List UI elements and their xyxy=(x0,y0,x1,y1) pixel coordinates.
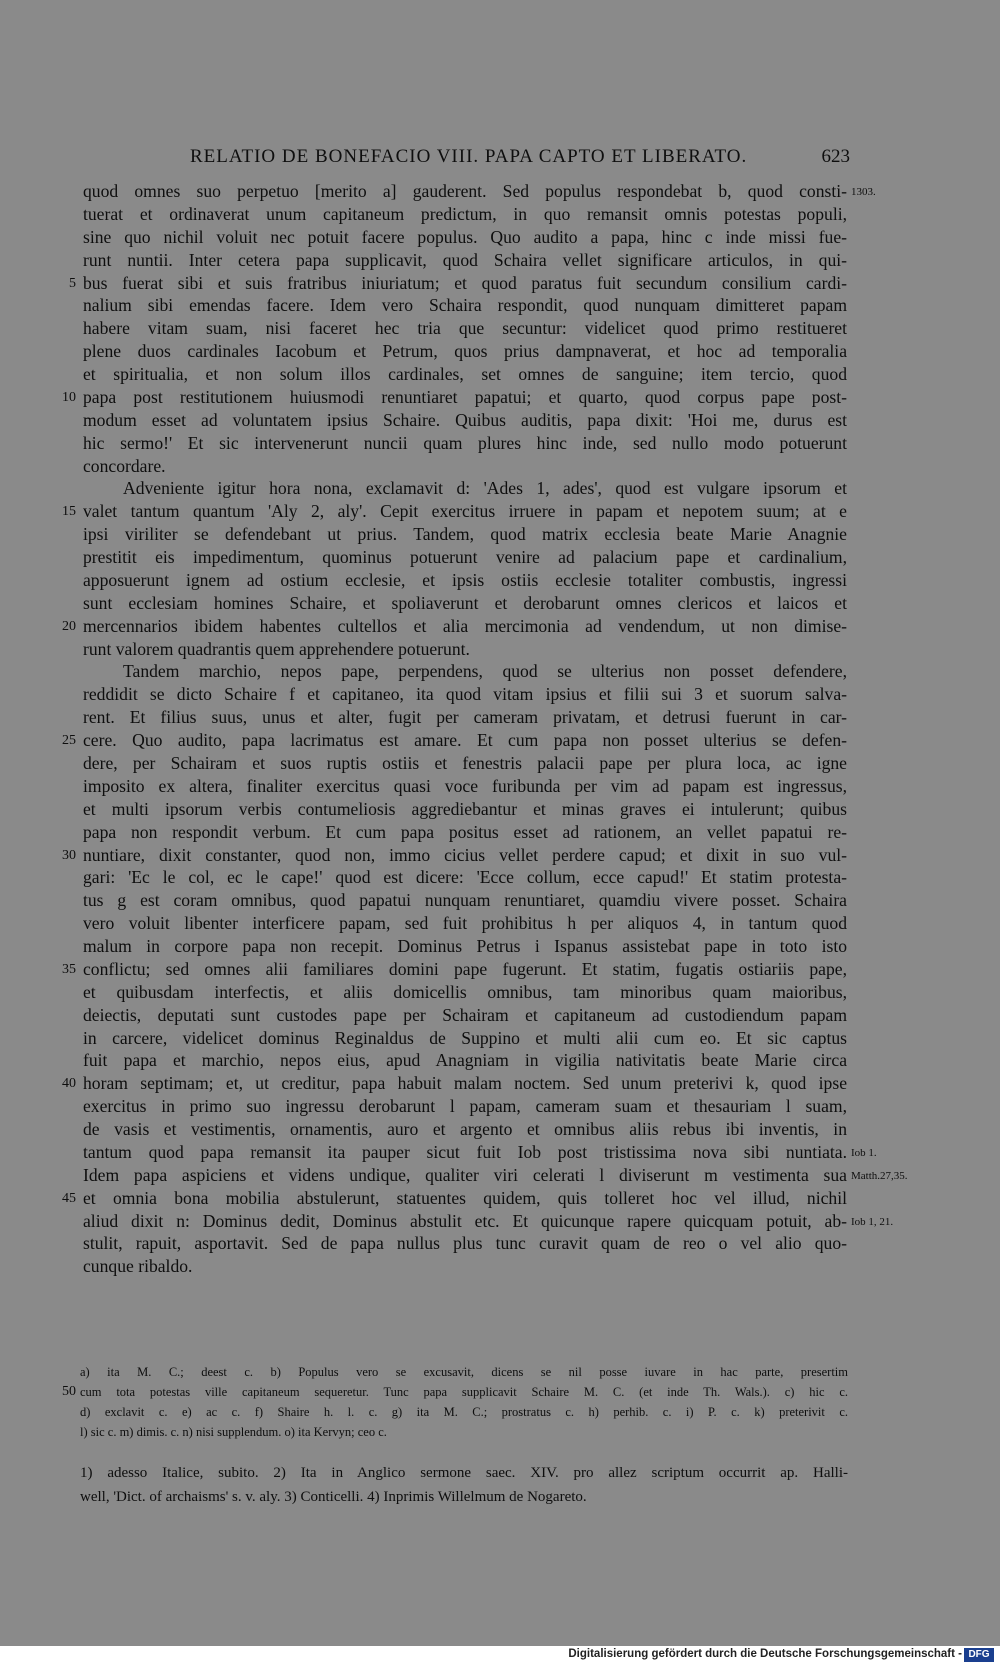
digitization-credit: Digitalisierung gefördert durch die Deutsche Forschungsgemeinschaft - xyxy=(568,1648,962,1660)
body-line: papa post restitutionem huiusmodi renuntiaret papatui; et quarto, quod corpus pape post- xyxy=(83,386,847,407)
line-number: 20 xyxy=(62,618,76,634)
body-line: sunt ecclesiam homines Schaire, et spoliaverunt et derobarunt omnes clericos et laicos et xyxy=(83,592,847,613)
body-line: hic sermo!' Et sic intervenerunt nuncii quam plures hinc inde, sed nullo modo potuerunt xyxy=(83,432,847,453)
body-line: malum in corpore papa non recepit. Dominus Petrus i Ispanus assistebat pape in toto isto xyxy=(83,936,847,957)
body-line: Idem papa aspiciens et videns undique, qualiter viri celerati l diviserunt m vestimenta sua xyxy=(83,1164,847,1185)
footnote-letter-line: cum tota potestas ville capitaneum sequeretur. Tunc papa supplicavit Schaire M. C. (et inde Th. Wals.). c) hic c. xyxy=(80,1385,848,1399)
body-line: stulit, rapuit, asportavit. Sed de papa nullus plus tunc curavit quam de reo o vel alio quo- xyxy=(83,1233,847,1254)
body-line: tuerat et ordinaverat unum capitaneum predictum, in quo remansit omnis potestas populi, xyxy=(83,203,847,224)
body-line: et omnia bona mobilia abstulerunt, statuentes quidem, quis tolleret hoc vel illud, nichil xyxy=(83,1187,847,1208)
body-line: tantum quod papa remansit ita pauper sicut fuit Iob post tristissima nova sibi nuntiata. xyxy=(83,1141,847,1162)
body-line: mercennarios ibidem habentes cultellos et alia mercimonia ad vendendum, ut non dimise- xyxy=(83,615,847,636)
margin-note: Iob 1. xyxy=(851,1146,877,1159)
body-line: exercitus in primo suo ingressu derobarunt l papam, cameram suam et thesauriam l suam, xyxy=(83,1096,847,1117)
line-number: 40 xyxy=(62,1076,76,1092)
body-line: plene duos cardinales Iacobum et Petrum, quos prius dampnaverat, et hoc ad temporalia xyxy=(83,341,847,362)
body-line: tus g est coram omnibus, quod papatui nunquam renuntiaret, quamdiu vivere posset. Schaira xyxy=(83,890,847,911)
body-line: in carcere, videlicet dominus Reginaldus de Suppino et multi alii cum eo. Et sic captus xyxy=(83,1027,847,1048)
body-line: valet tantum quantum 'Aly 2, aly'. Cepit exercitus irruere in papam et nepotem suum; at e xyxy=(83,501,847,522)
line-number: 35 xyxy=(62,961,76,977)
line-number: 10 xyxy=(62,389,76,405)
running-title: RELATIO DE BONEFACIO VIII. PAPA CAPTO ET LIBERATO. xyxy=(190,146,748,167)
body-line: rent. Et filius suus, unus et alter, fugit per cameram privatam, et detrusi fuerunt in car- xyxy=(83,707,847,728)
body-line: apposuerunt ignem ad ostium ecclesie, et ipsis ostiis ecclesie totaliter combustis, ingressi xyxy=(83,569,847,590)
line-number: 45 xyxy=(62,1190,76,1206)
line-number: 15 xyxy=(62,504,76,520)
footnote-letter-line: a) ita M. C.; deest c. b) Populus vero se excusavit, dicens se nil posse iuvare in hac parte, presertim xyxy=(80,1365,848,1379)
body-line: concordare. xyxy=(83,455,166,476)
body-line: et quibusdam interfectis, et aliis domicellis omnibus, tam minoribus quam maioribus, xyxy=(83,981,847,1002)
body-line: deiectis, deputati sunt custodes pape per Schairam et capitaneum ad custodiendum papam xyxy=(83,1004,847,1025)
body-line: Adveniente igitur hora nona, exclamavit d: 'Ades 1, ades', quod est vulgare ipsorum et xyxy=(123,478,847,499)
body-line: imposito ex altera, finaliter exercitus quasi voce furibunda per vim ad papam est ingressus, xyxy=(83,775,847,796)
body-line: conflictu; sed omnes alii familiares domini pape fugerunt. Et statim, fugatis ostiariis pape, xyxy=(83,958,847,979)
body-line: reddidit se dicto Schaire f et capitaneo, ita quod vitam ipsius et filii sui 3 et suorum salva- xyxy=(83,684,847,705)
margin-note: Iob 1, 21. xyxy=(851,1215,894,1228)
body-line: runt valorem quadrantis quem apprehendere potuerunt. xyxy=(83,638,470,659)
page-number: 623 xyxy=(821,146,850,167)
body-line: prestitit eis impedimentum, quominus potuerunt venire ad palacium pape et cardinalium, xyxy=(83,547,847,568)
body-line: runt nuntii. Inter cetera papa supplicavit, quod Schaira vellet significare articulos, in qui- xyxy=(83,249,847,270)
dfg-logo: DFG xyxy=(964,1648,994,1662)
body-line: ipsi viriliter se defendebant ut prius. Tandem, quod matrix ecclesia beate Marie Anagnie xyxy=(83,524,847,545)
body-line: sine quo nichil voluit nec potuit facere populus. Quo audito a papa, hinc c inde missi fue- xyxy=(83,226,847,247)
page-header xyxy=(190,146,850,174)
body-line: Tandem marchio, nepos pape, perpendens, quod se ulterius non posset defendere, xyxy=(123,661,847,682)
body-line: nuntiare, dixit constanter, quod non, immo cicius vellet perdere capud; et dixit in suo vul- xyxy=(83,844,847,865)
body-line: gari: 'Ec le col, ec le cape!' quod est dicere: 'Ecce collum, ecce capud!' Et statim protesta- xyxy=(83,867,847,888)
margin-note: Matth.27,35. xyxy=(851,1169,908,1182)
body-line: horam septimam; et, ut creditur, papa habuit malam noctem. Sed unum preterivi k, quod ipse xyxy=(83,1073,847,1094)
footnote-letter-line: d) exclavit c. e) ac c. f) Shaire h. l. c. g) ita M. C.; prostratus c. h) perhib. c. i) P. c. k) preterivit c. xyxy=(80,1405,848,1419)
line-number: 30 xyxy=(62,847,76,863)
footnote-numbered-line: 1) adesso Italice, subito. 2) Ita in Anglico sermone saec. XIV. pro allez scriptum occurrit ap. Halli- xyxy=(80,1465,848,1481)
margin-note: 1303. xyxy=(851,186,876,198)
footnote-letter-line: l) sic c. m) dimis. c. n) nisi supplendum. o) ita Kervyn; ceo c. xyxy=(80,1425,387,1439)
line-number: 5 xyxy=(69,275,76,291)
body-line: et multi ipsorum verbis contumeliosis aggrediebantur et minas graves ei intulerunt; quibus xyxy=(83,798,847,819)
body-line: de vasis et vestimentis, ornamentis, auro et argento et omnibus aliis rebus ibi inventis, in xyxy=(83,1119,847,1140)
body-line: modum esset ad voluntatem ipsius Schaire. Quibus auditis, papa dixit: 'Hoi me, durus est xyxy=(83,409,847,430)
body-line: fuit papa et marchio, nepos eius, apud Anagniam in vigilia nativitatis beate Marie circa xyxy=(83,1050,847,1071)
body-line: cunque ribaldo. xyxy=(83,1256,193,1277)
body-line: vero voluit libenter interficere papam, sed fuit prohibitus h per aliquos 4, in tantum quod xyxy=(83,913,847,934)
line-number: 25 xyxy=(62,733,76,749)
body-line: nalium sibi emendas facere. Idem vero Schaira respondit, quod nunquam dimitteret papam xyxy=(83,295,847,316)
body-line: dere, per Schairam et suos ruptis ostiis et fenestris palacii pape per plura loca, ac igne xyxy=(83,753,847,773)
body-line: quod omnes suo perpetuo [merito a] gauderent. Sed populus respondebat b, quod consti- xyxy=(83,181,847,201)
body-line: cere. Quo audito, papa lacrimatus est amare. Et cum papa non posset ulterius se defen- xyxy=(83,730,847,751)
body-line: et spiritualia, et non solum illos cardinales, set omnes de sanguine; item tercio, quod xyxy=(83,364,847,385)
body-line: habere vitam suam, nisi faceret hec tria que secuntur: videlicet quod primo restitueret xyxy=(83,318,847,339)
body-line: bus fuerat sibi et suis fratribus iniuriatum; et quod paratus fuit secundum consilium cardi- xyxy=(83,272,847,293)
body-line: aliud dixit n: Dominus dedit, Dominus abstulit etc. Et quicunque rapere quicquam potuit, ab- xyxy=(83,1210,847,1231)
footnote-line-number: 50 xyxy=(62,1384,76,1399)
footnote-numbered-line: well, 'Dict. of archaisms' s. v. aly. 3) Conticelli. 4) Inprimis Willelmum de Nogareto. xyxy=(80,1489,587,1505)
body-line: papa non respondit verbum. Et cum papa positus esset ad rationem, an vellet papatui re- xyxy=(83,821,847,842)
